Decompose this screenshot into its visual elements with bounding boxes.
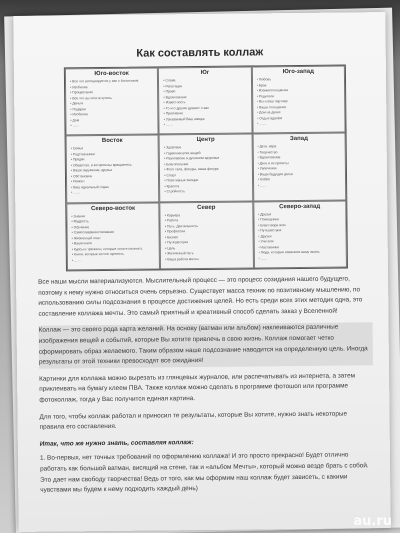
cell-west — [252, 133, 346, 201]
cell-item: • Работа — [165, 218, 248, 224]
cell-items — [164, 145, 248, 195]
cell-item: • Обстановка — [71, 173, 154, 179]
cell-item: • Профессия — [165, 229, 248, 235]
cell-item: • Ваши отношения — [257, 104, 340, 110]
cell-items — [70, 78, 154, 128]
cell-header: Север — [197, 204, 216, 211]
cell-items — [71, 146, 155, 196]
cell-item: • Родственники — [71, 151, 154, 157]
cell-item: • …… — [257, 121, 340, 127]
document-body — [38, 274, 374, 502]
cell-item: • Родители — [257, 93, 340, 99]
cell-item: • Люди, которые изменили вашу жизнь — [258, 250, 341, 256]
cell-item: • Все что вы хотите купить — [70, 95, 153, 101]
cell-item: • Увлечения — [258, 166, 341, 172]
cell-item: • Вдохновение — [257, 155, 340, 161]
cell-item: • Жизненный опыт — [72, 235, 155, 241]
cell-item: • Подарки — [70, 106, 153, 112]
cell-item: • Учителя — [258, 239, 341, 245]
cell-items — [258, 211, 342, 261]
cell-item: • Карьера — [165, 212, 248, 218]
cell-header: Северо-запад — [279, 203, 321, 210]
cell-item: • Ваши книги — [72, 241, 155, 247]
cell-item: • Помощники — [258, 217, 341, 223]
cell-header: Центр — [196, 137, 215, 144]
cell-item: • …… — [72, 257, 155, 263]
cell-item: • Самосовершенствование — [72, 230, 155, 236]
cell-northwest — [253, 200, 347, 268]
cell-header: Северо-восток — [90, 205, 136, 212]
cell-item: • …… — [164, 122, 247, 128]
cell-item: • Дом — [70, 117, 153, 123]
cell-header: Юго-восток — [94, 70, 129, 78]
cell-item: • Ваше окружение, друзья — [71, 168, 154, 174]
cell-item: • Ремонт — [71, 179, 154, 185]
cell-item: • Ваши будущие детки — [258, 171, 341, 177]
cell-item: • Любовь — [257, 77, 340, 83]
cell-item: • Равновесие в духовном здоровье — [164, 156, 247, 162]
cell-header: Юг — [200, 69, 210, 77]
watermark: au.ru — [353, 514, 392, 529]
cell-item: • Дети и их проекты — [257, 160, 340, 166]
cell-item: • Благотворители — [258, 222, 341, 228]
cell-item: • Спорт — [164, 172, 247, 178]
cell-item: • Книги, которые хотите прочесть — [72, 252, 155, 258]
cell-item: • Вдохновение — [163, 94, 246, 100]
bagua-grid — [64, 64, 348, 271]
cell-item: • То что другие думают о вас — [164, 105, 247, 111]
cell-item: • Фото тела, фигуры, ваша фигура — [164, 167, 247, 173]
document-page — [13, 12, 390, 532]
cell-item: • Взаимоотношения — [257, 88, 340, 94]
cell-items — [165, 212, 249, 262]
paragraph: 1. Во-первых, нет точных требований по оформлению коллажа! И это просто прекрасно! Будет отлично работать как большой ватман, висящий на стене, так и «альбом Мечты», который можно везде брать с собой. Это дает нам свободу творчества! Ведь от того, как мы оформим наш коллаж будет зависеть, с какими чувствами мы будем к нему подходить каждый день) — [39, 451, 369, 494]
cell-item: • Признание — [164, 111, 247, 117]
cell-item: • …… — [258, 182, 341, 188]
cell-southeast — [65, 67, 159, 135]
cell-item: • Известность — [164, 100, 247, 106]
cell-item: • Путешествия — [258, 228, 341, 234]
cell-item: • Общество, в котором вы вращаетесь — [71, 162, 154, 168]
cell-item: • Путешествия — [165, 240, 248, 246]
cell-item: • Наставники — [258, 244, 341, 250]
cell-item: • Творчество — [257, 149, 340, 155]
cell-item: • Друзья — [258, 233, 341, 239]
cell-item: • Бизнес — [165, 234, 248, 240]
cell-item: • …… — [258, 255, 341, 261]
cell-item: • Репутация — [163, 83, 246, 89]
cell-item: • Путь, Деятельность — [165, 223, 248, 229]
cell-item: • Отдых вдвоём — [257, 115, 340, 121]
cell-item: • Красота — [164, 183, 247, 189]
cell-item: • Хобби — [258, 177, 341, 183]
cell-item: • Предки — [71, 157, 154, 163]
cell-item: • Знания — [71, 213, 154, 219]
cell-item: • Дети, вера — [257, 144, 340, 150]
cell-center — [159, 134, 253, 202]
cell-item: • Процветание — [70, 89, 153, 95]
cell-item: • Дом на двоих — [257, 110, 340, 116]
cell-header: Юго-запад — [282, 68, 314, 76]
cell-item: • Друзья — [258, 211, 341, 217]
cell-item: • Изобилие — [70, 84, 153, 90]
cell-items — [257, 77, 341, 127]
cell-item: • Узнаваемый Ваш имидж — [164, 116, 247, 122]
subheading: Итак, что же нужно знать, составляя коллаж: — [39, 438, 194, 448]
cell-item: • Семья — [71, 146, 154, 152]
cell-east — [66, 135, 160, 203]
paragraph: Коллаж — это своего рода карта желаний. На основу (ватман или альбом) наклеиваются различные изображения вещей и событий, которые Вы хотите привлечь в свою жизнь. Коллаж помогает четко сформировать образ желаемого. Таким образом наше подсознание наводится на определенную цель. Иногда результаты от этой техники превосходят все ожидания! — [39, 323, 373, 369]
paragraph: Картинки для коллажа можно вырезать из глянцевых журналов, или распечатывать из интернета, а затем приклеивать на бумагу клеем ПВА. Также коллаж можно сделать в программе фотошоп или программе фотоколлаж, тогда у Вас получится единая картина. — [39, 372, 356, 404]
cell-item: • Вы и ваш партнер — [257, 99, 340, 105]
cell-north — [160, 201, 254, 269]
cell-item: • Изобилие — [70, 111, 153, 117]
cell-header: Запад — [289, 136, 308, 143]
cell-southwest — [252, 65, 346, 133]
cell-item: • Брак — [257, 82, 340, 88]
paragraph: Все наши мысли материализуются. Мыслительный процесс — это процесс созидания нашего будущего, поэтому к нему нужно относиться очень серьезно. Существует масса техник по позитивному мышлению, по использованию силы подсознания в процессе достижения целей. Но есть среди всех этих методик одна, это составление коллажа мечты. Это самый приятный и креативный способ сделать заказ у Вселенной! — [38, 275, 363, 318]
cell-item: • Деньги — [70, 100, 153, 106]
cell-item: • Цель — [165, 245, 248, 251]
cell-south — [158, 66, 252, 134]
cell-item: • Обучение — [72, 224, 155, 230]
cell-northeast — [66, 202, 160, 270]
cell-item: • Позитивные эмоции — [164, 178, 247, 184]
cell-items — [257, 144, 341, 189]
cell-item: • Курсы и тренинги, которые хотите посетить — [72, 246, 155, 252]
cell-item: • Все что ассоциируется у вас с богатством — [70, 78, 153, 84]
cell-item: • Слава — [163, 78, 246, 84]
cell-item: • …… — [71, 190, 154, 196]
cell-header: Восток — [101, 138, 123, 145]
cell-item: • Гармония всех вещей — [164, 150, 247, 156]
cell-item: • Ваша работа мечты — [165, 256, 248, 262]
paragraph: Для того, чтобы коллаж работал и приносил те результаты, которые Вы хотите, нужно знать некоторые правила его составления. — [39, 410, 348, 431]
cell-item: • Жизненный путь — [165, 251, 248, 257]
cell-item: • Здоровье — [164, 145, 247, 151]
document-title: Как составлять коллаж — [136, 46, 264, 60]
cell-item: • Ваш идеальный отдых — [71, 184, 154, 190]
cell-item: • Благополучие — [164, 161, 247, 167]
cell-items — [163, 78, 247, 128]
cell-item: • Мудрость — [71, 219, 154, 225]
cell-item: • Право — [163, 89, 246, 95]
cell-item: • …… — [70, 122, 153, 128]
cell-item: • Стройность — [164, 189, 247, 195]
cell-items — [71, 213, 155, 263]
